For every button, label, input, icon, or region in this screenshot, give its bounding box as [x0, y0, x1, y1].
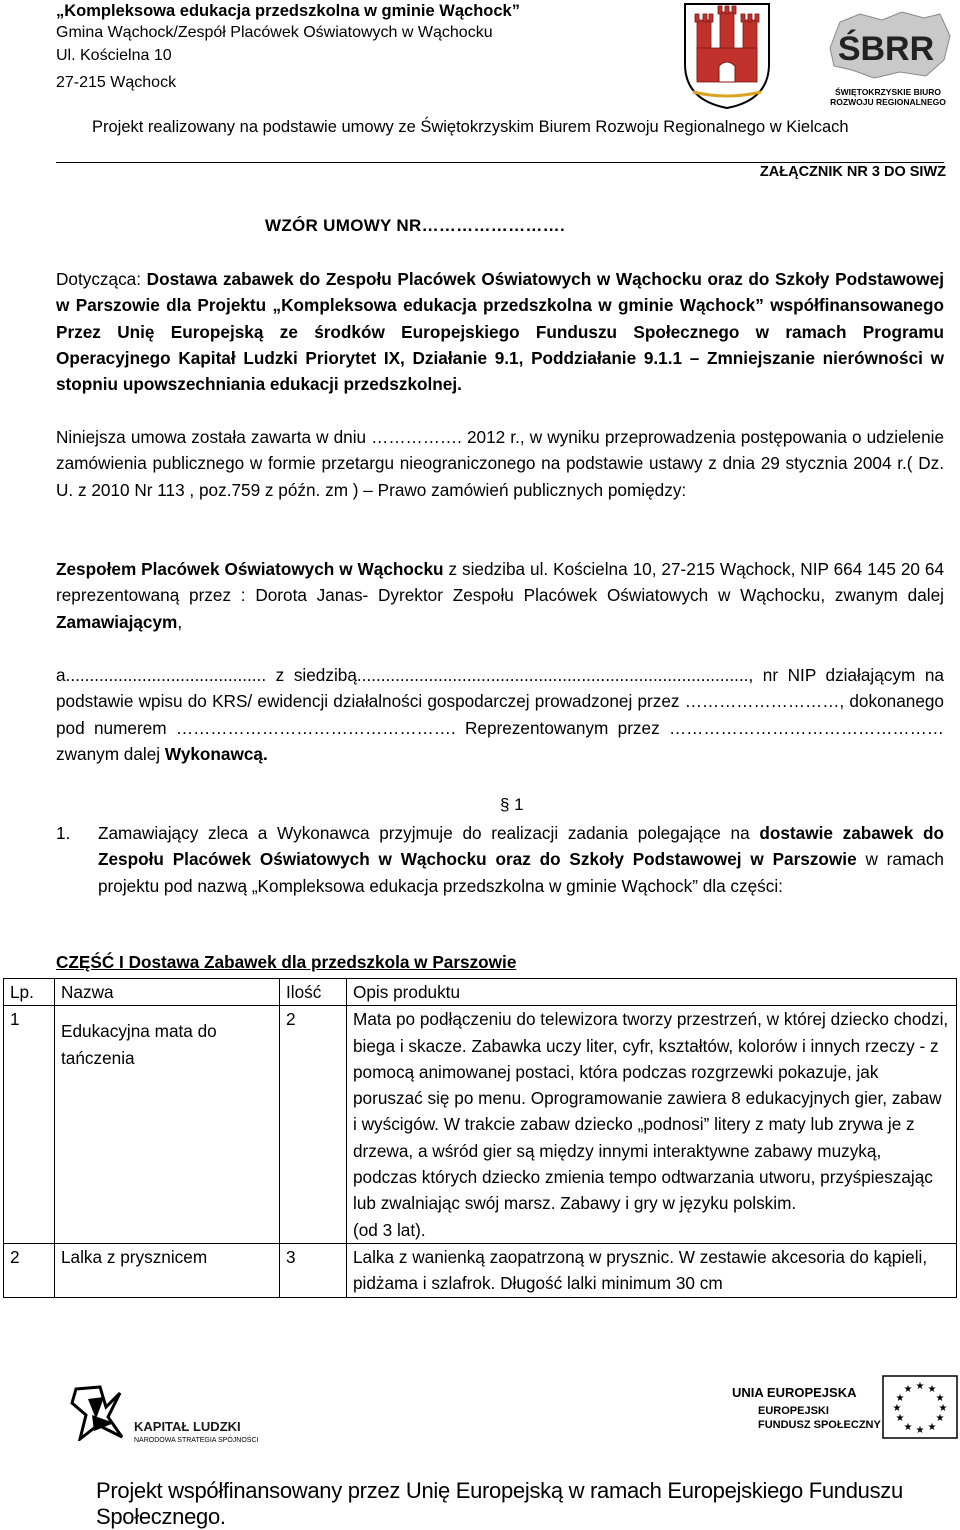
product-table: [3, 978, 957, 1298]
table-header-name: Nazwa: [55, 979, 280, 1006]
table-cell-lp: 2: [4, 1243, 55, 1297]
header-institution: Gmina Wąchock/Zespół Placówek Oświatowych w Wąchocku: [56, 24, 493, 41]
eu-line2: EUROPEJSKI: [758, 1405, 829, 1417]
subject-paragraph: [56, 266, 944, 397]
subject-label: Dotycząca:: [56, 269, 147, 289]
party2-paragraph: [56, 662, 944, 767]
sbrr-logo-text: ŚBRR: [837, 30, 935, 68]
svg-text:★: ★: [935, 1393, 945, 1404]
project-note: Projekt realizowany na podstawie umowy ze Świętokrzyskim Biurem Rozwoju Regionalnego w Kielcach: [92, 118, 849, 136]
svg-text:★: ★: [927, 1422, 937, 1433]
contract-intro: Niniejsza umowa została zawarta w dniu ……………. 2012 r., w wyniku przeprowadzenia postępowania o udzielenie zamówienia publicznego w formie przetargu nieograniczonego na podstawie ustawy z dnia 29 stycznia 2004 r.( Dz. U. z 2010 Nr 113 , poz.759 z późn. zm ) – Prawo zamówień publicznych pomiędzy:: [56, 427, 944, 500]
party1-role: Zamawiającym: [56, 611, 178, 632]
table-cell-desc: Lalka z wanienką zaopatrzoną w prysznic. W zestawie akcesoria do kąpieli, pidżama i szlafrok. Długość lalki minimum 30 cm: [347, 1243, 957, 1297]
clause-1-c: w ramach projektu pod nazwą „Kompleksowa edukacja przedszkolna w gminie Wąchock” dla części:: [98, 849, 944, 896]
table-row: [4, 1006, 957, 1244]
svg-text:★: ★: [895, 1413, 905, 1424]
kl-title: KAPITAŁ LUDZKI: [134, 1419, 241, 1434]
kl-subtitle: NARODOWA STRATEGIA SPÓJNOŚCI: [134, 1437, 259, 1444]
svg-text:★: ★: [915, 1381, 925, 1392]
party1-text: z siedziba ul. Kościelna 10, 27-215 Wąchock, NIP 664 145 20 64 reprezentowaną przez : Dorota Janas- Dyrektor Zespołu Placówek Oświatowych w Wąchocku, zwanym dalej: [56, 559, 944, 606]
sbrr-logo: [822, 8, 954, 107]
svg-text:★: ★: [915, 1425, 925, 1436]
annex-label: ZAŁĄCZNIK NR 3 DO SIWZ: [759, 164, 946, 180]
header-title: „Kompleksowa edukacja przedszkolna w gminie Wąchock”: [56, 2, 520, 20]
section-mark: § 1: [500, 795, 524, 814]
table-row: [4, 1243, 957, 1297]
footer-text: Projekt współfinansowany przez Unię Europejską w ramach Europejskiego Funduszu Społecznego.: [96, 1478, 903, 1529]
clause-1-text: [98, 820, 944, 899]
svg-text:★: ★: [892, 1403, 902, 1414]
eu-line1: UNIA EUROPEJSKA: [732, 1385, 857, 1400]
table-cell-desc-age: (od 3 lat).: [353, 1219, 426, 1240]
table-cell-desc-text: Mata po podłączeniu do telewizora tworzy przestrzeń, w której dziecko chodzi, biega i skacze. Zabawka uczy liter, cyfr, kształtów, kolorów i innych rzeczy - z pomocą animowanej postaci, która podczas rozgrzewki pokazuje, jak poruszać się po menu. Oprogramowanie zawiera 8 edukacyjnych gier, zabaw i wyścigów. W trakcie zabaw dziecko „podnosi” litery z maty lub zrywa je z drzewa, a wśród gier są między innymi interaktywne zabawy muzyką, podczas których dziecko zmienia tempo odtwarzania utworu, przyśpieszając lub zwalniając swój marsz. Zabawy i gry w języku polskim.: [353, 1009, 949, 1214]
clause-1-b: dostawie zabawek do Zespołu Placówek Oświatowych w Wąchocku oraz do Szkoły Podstawowej w Parszowie: [98, 823, 944, 870]
svg-text:★: ★: [938, 1403, 948, 1414]
eu-line3: FUNDUSZ SPOŁECZNY: [758, 1419, 881, 1431]
table-header-lp: Lp.: [4, 979, 55, 1006]
contract-heading: WZÓR UMOWY NR…………………….: [265, 216, 565, 235]
party2-text: a.......................................... z siedzibą.................................................................................., nr NIP działającym na podstawie wpisu do KRS/ ewidencji działalności gospodarczej prowadzonej przez ………………………, dokonanego pod numerem …………………………………………. Reprezentowanym przez …………………………………………zwanym dalej: [56, 665, 944, 764]
clause-1-a: Zamawiający zleca a Wykonawca przyjmuje do realizacji zadania polegające na: [98, 823, 760, 843]
svg-text:★: ★: [895, 1393, 905, 1404]
table-cell-qty: 3: [280, 1243, 347, 1297]
sbrr-sub2: ROZWOJU REGIONALNEGO: [830, 97, 946, 107]
table-cell-name-text: Edukacyjna mata do tańczenia: [61, 1021, 217, 1068]
header-city: 27-215 Wąchock: [56, 74, 177, 91]
table-header-qty: Ilość: [280, 979, 347, 1006]
eu-stars-flag: [882, 1375, 958, 1439]
table-cell-qty: 2: [280, 1006, 347, 1244]
wachock-crest-logo: [683, 2, 771, 110]
kapital-ludzki-logo: [70, 1385, 280, 1444]
svg-text:★: ★: [903, 1384, 913, 1395]
party1-paragraph: [56, 556, 944, 635]
part-title: CZĘŚĆ I Dostawa Zabawek dla przedszkola w Parszowie: [56, 952, 517, 972]
header-divider: [56, 162, 944, 163]
table-cell-name: [55, 1006, 280, 1244]
table-cell-desc: [347, 1006, 957, 1244]
subject-text: Dostawa zabawek do Zespołu Placówek Oświatowych w Wąchocku oraz do Szkoły Podstawowej w Parszowie dla Projektu „Kompleksowa edukacja przedszkolna w gminie Wąchock” współfinansowanego Przez Unię Europejską ze środków Europejskiego Funduszu Społecznego w ramach Programu Operacyjnego Kapitał Ludzki Priorytet IX, Działanie 9.1, Poddziałanie 9.1.1 – Zmniejszanie nierówności w stopniu upowszechniania edukacji przedszkolnej.: [56, 269, 944, 395]
svg-text:★: ★: [927, 1384, 937, 1395]
sbrr-sub1: ŚWIĘTOKRZYSKIE BIURO: [834, 87, 942, 97]
table-cell-lp: 1: [4, 1006, 55, 1244]
party1-name: Zespołem Placówek Oświatowych w Wąchocku: [56, 559, 444, 579]
header-street: Ul. Kościelna 10: [56, 47, 172, 64]
party2-role: Wykonawcą.: [164, 743, 268, 764]
svg-text:★: ★: [903, 1422, 913, 1433]
party1-end: ,: [177, 611, 183, 632]
table-header-desc: Opis produktu: [347, 979, 957, 1006]
svg-text:★: ★: [935, 1413, 945, 1424]
clause-1-number: 1.: [56, 823, 71, 843]
table-header-row: [4, 979, 957, 1006]
table-cell-name: Lalka z prysznicem: [55, 1243, 280, 1297]
